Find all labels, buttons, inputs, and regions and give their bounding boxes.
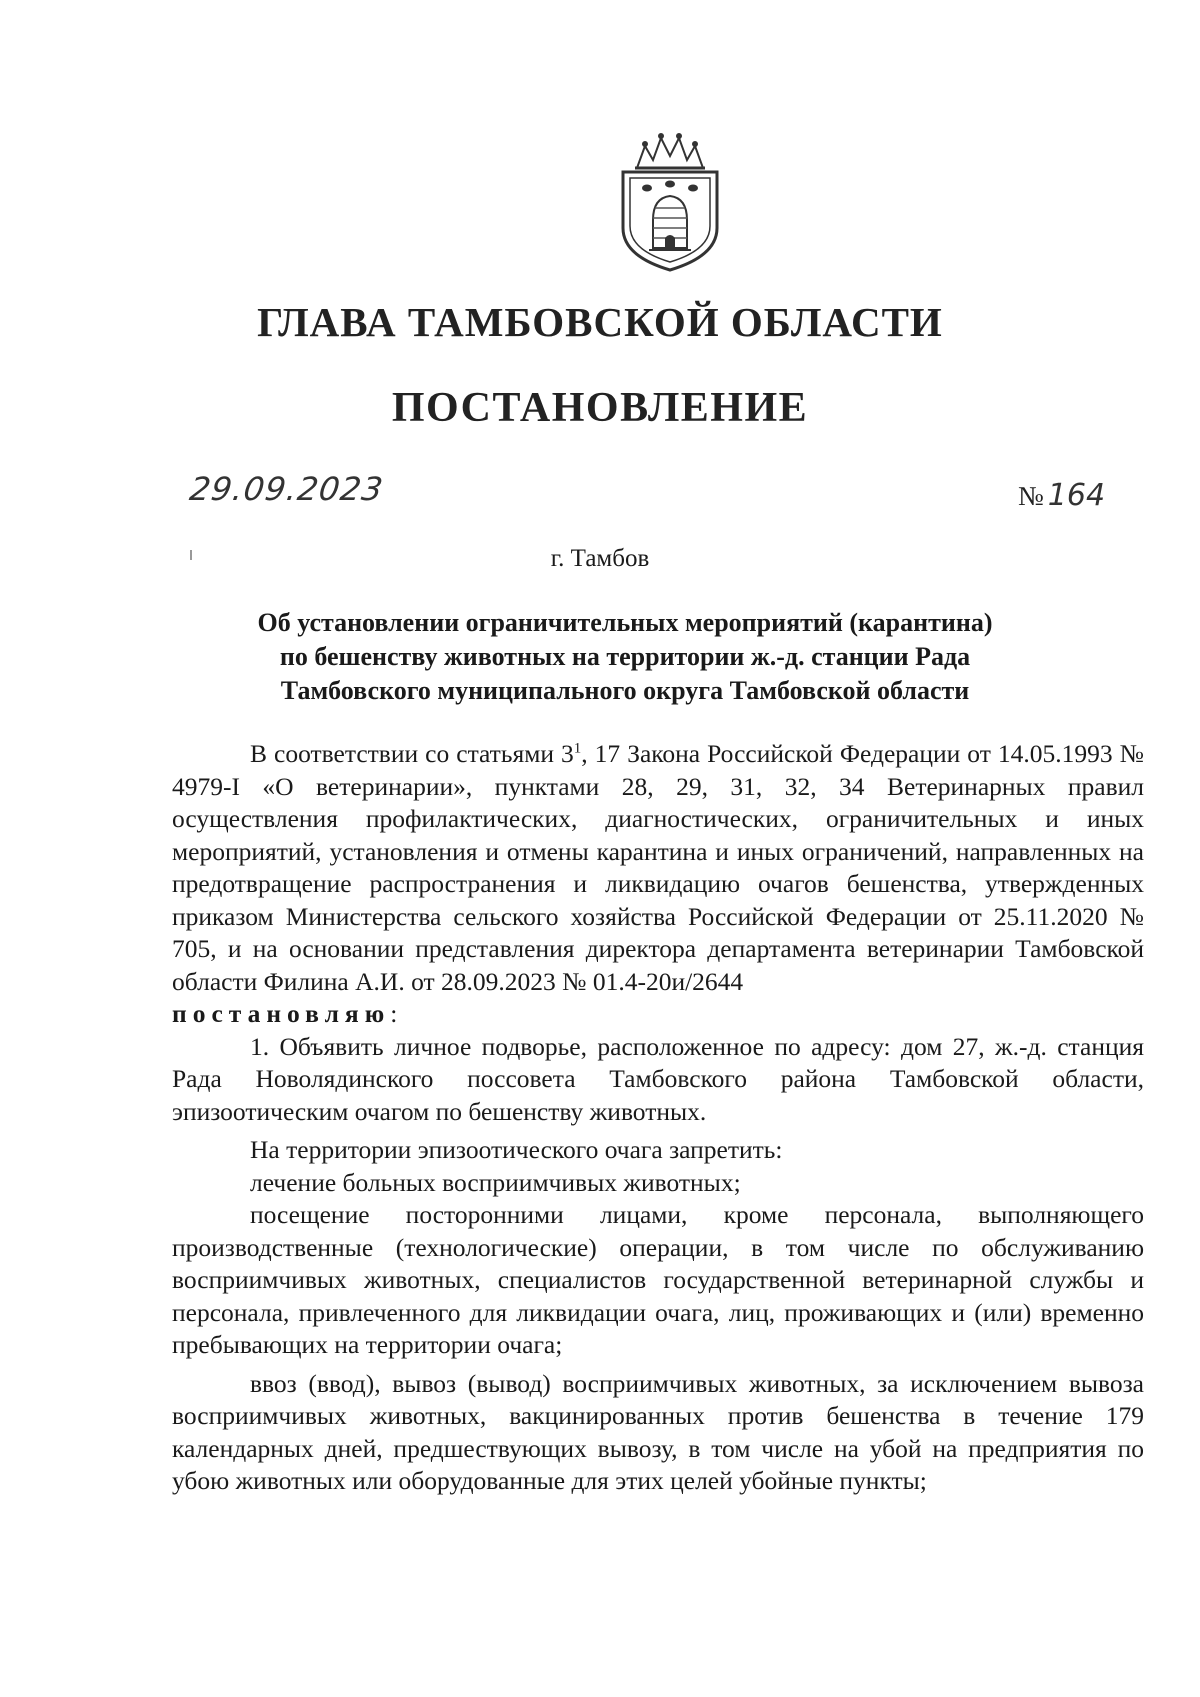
document-type-heading: ПОСТАНОВЛЕНИЕ bbox=[391, 385, 809, 431]
decree-word: постановляю bbox=[172, 999, 391, 1028]
authority-heading: ГЛАВА ТАМБОВСКОЙ ОБЛАСТИ bbox=[257, 299, 943, 345]
superscript: 1 bbox=[573, 740, 582, 757]
document-number bbox=[1018, 478, 1105, 513]
preamble-paragraph bbox=[172, 738, 1144, 998]
preamble-text: В соответствии со статьями 3 bbox=[250, 739, 574, 768]
paragraph: лечение больных восприимчивых животных; bbox=[250, 1167, 741, 1197]
paragraph: посещение посторонними лицами, кроме персонала, выполняющего производственные (технологические) операции, в том числе по обслуживанию восприимчивых животных, специалистов государственной ветеринарной службы и персонала, привлеченного для ликвидации очага, лиц, проживающих и (или) временно пребывающих на территории очага; bbox=[172, 1200, 1144, 1359]
city-label: г. Тамбов bbox=[550, 545, 650, 572]
decree-colon: : bbox=[390, 999, 398, 1028]
handwritten-number: 164 bbox=[1047, 478, 1106, 513]
handwritten-date: 29.09.2023 bbox=[187, 470, 386, 508]
decree-line bbox=[172, 998, 1144, 1031]
number-sign: № bbox=[1018, 481, 1044, 511]
paragraph: ввоз (ввод), вывоз (вывод) восприимчивых животных, за исключением вывоза восприимчивых животных, вакцинированных против бешенства в течение 179 календарных дней, предшествующих вывозу, в том числе на убой на предприятия по убою животных или оборудованные для этих целей убойные пункты; bbox=[172, 1368, 1144, 1495]
title-line: Об установлении ограничительных мероприятий (карантина) bbox=[257, 608, 993, 637]
preamble-text: , 17 Закона Российской Федерации от 14.05.1993 № 4979-I «О ветеринарии», пунктами 28, 29, 31, 32, 34 Ветеринарных правил осуществления профилактических, диагностических, ограничительных и иных мероприятий, установления и отмены карантина и иных ограничений, направленных на предотвращение распространения и ликвидацию очагов бешенства, утвержденных приказом Министерства сельского хозяйства Российской Федерации от 25.11.2020 № 705, и на основании представления директора департамента ветеринарии Тамбовской области Филина А.И. от 28.09.2023 № 01.4-20и/2644 bbox=[172, 739, 1144, 996]
paragraph: 1. Объявить личное подворье, расположенное по адресу: дом 27, ж.-д. станция Рада Новолядинского поссовета Тамбовского района Тамбовской области, эпизоотическим очагом по бешенству животных. bbox=[172, 1031, 1144, 1126]
title-line: Тамбовского муниципального округа Тамбовской области bbox=[280, 676, 970, 705]
title-line: по бешенству животных на территории ж.-д. станции Рада bbox=[279, 642, 971, 671]
document-body bbox=[172, 738, 1144, 1498]
coat-of-arms-icon bbox=[615, 128, 725, 273]
document-title bbox=[160, 606, 1090, 708]
paragraph: На территории эпизоотического очага запретить: bbox=[250, 1135, 783, 1164]
